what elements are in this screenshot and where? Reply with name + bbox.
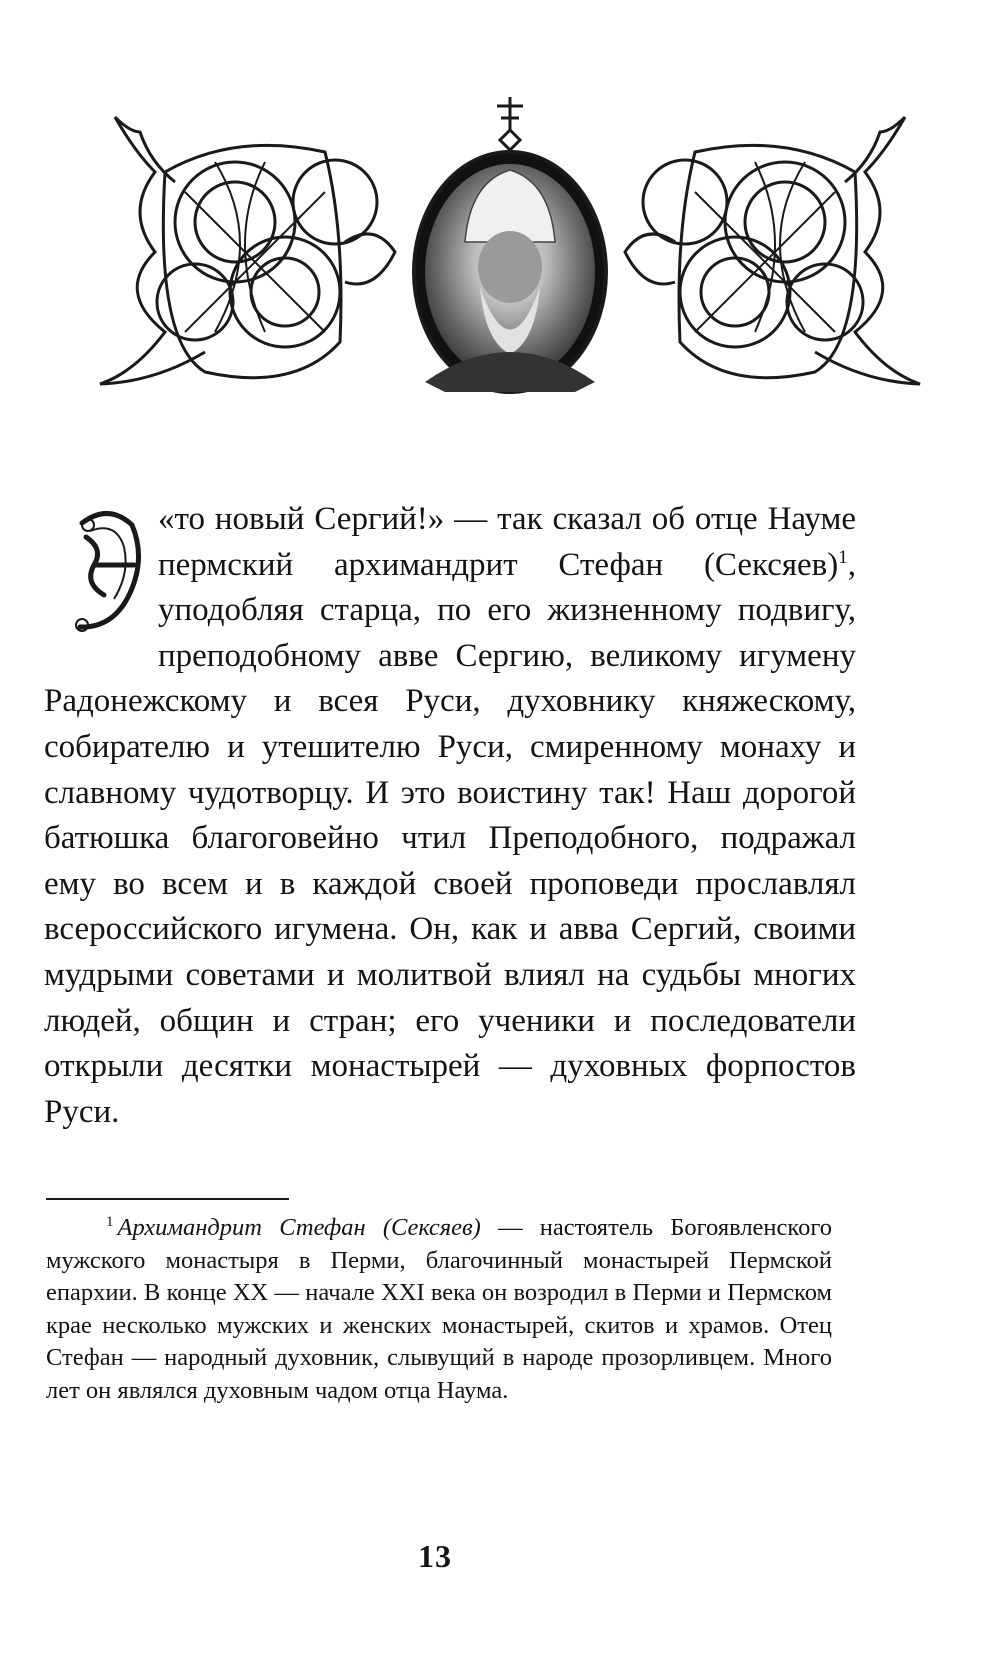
main-paragraph-block	[44, 497, 856, 1135]
knotwork-header-ornament	[95, 92, 925, 437]
main-text-before-ref: то новый Сергий!» — так сказал об отце Науме пермский архимандрит Стефан (Сексяев)	[158, 501, 856, 583]
footnote-text: — настоятель Богоявленского мужского монастыря в Перми, благочинный монастырей Пермской епархии. В конце XX — начале XXI века он возродил в Перми и Пермском крае несколько мужских и женских монастырей, скитов и храмов. Отец Стефан — народный духовник, слывущий в народе прозорливцем. Много лет он являлся духовным чадом отца Наума.	[46, 1214, 833, 1404]
main-text	[44, 497, 856, 1135]
ornamental-dropcap	[64, 503, 150, 643]
page-number: 13	[418, 1538, 452, 1574]
footnote	[46, 1212, 832, 1408]
footnote-divider	[46, 1198, 289, 1200]
footnote-reference[interactable]: 1	[838, 546, 848, 568]
opening-quote: «	[158, 501, 175, 537]
footnote-term: Архимандрит Стефан (Сексяев)	[117, 1214, 481, 1241]
footnote-number: 1	[106, 1213, 114, 1230]
main-text-after-ref: , уподобляя старца, по его жизненному подвигу, преподобному авве Сергию, великому игумену Радонежскому и всея Руси, духовнику княжескому, собирателю и утешителю Руси, смиренному монаху и славному чудотворцу. И это воистину так! Наш дорогой батюшка благоговейно чтил Преподобного, подражал ему во всем и в каждой своей проповеди прославлял всероссийского игумена. Он, как и авва Сергий, своими мудрыми советами и молитвой влиял на судьбы многих людей, общин и стран; его ученики и последователи открыли десятки монастырей — духовных форпостов Руси.	[44, 546, 856, 1130]
orthodox-cross-icon	[497, 97, 523, 150]
